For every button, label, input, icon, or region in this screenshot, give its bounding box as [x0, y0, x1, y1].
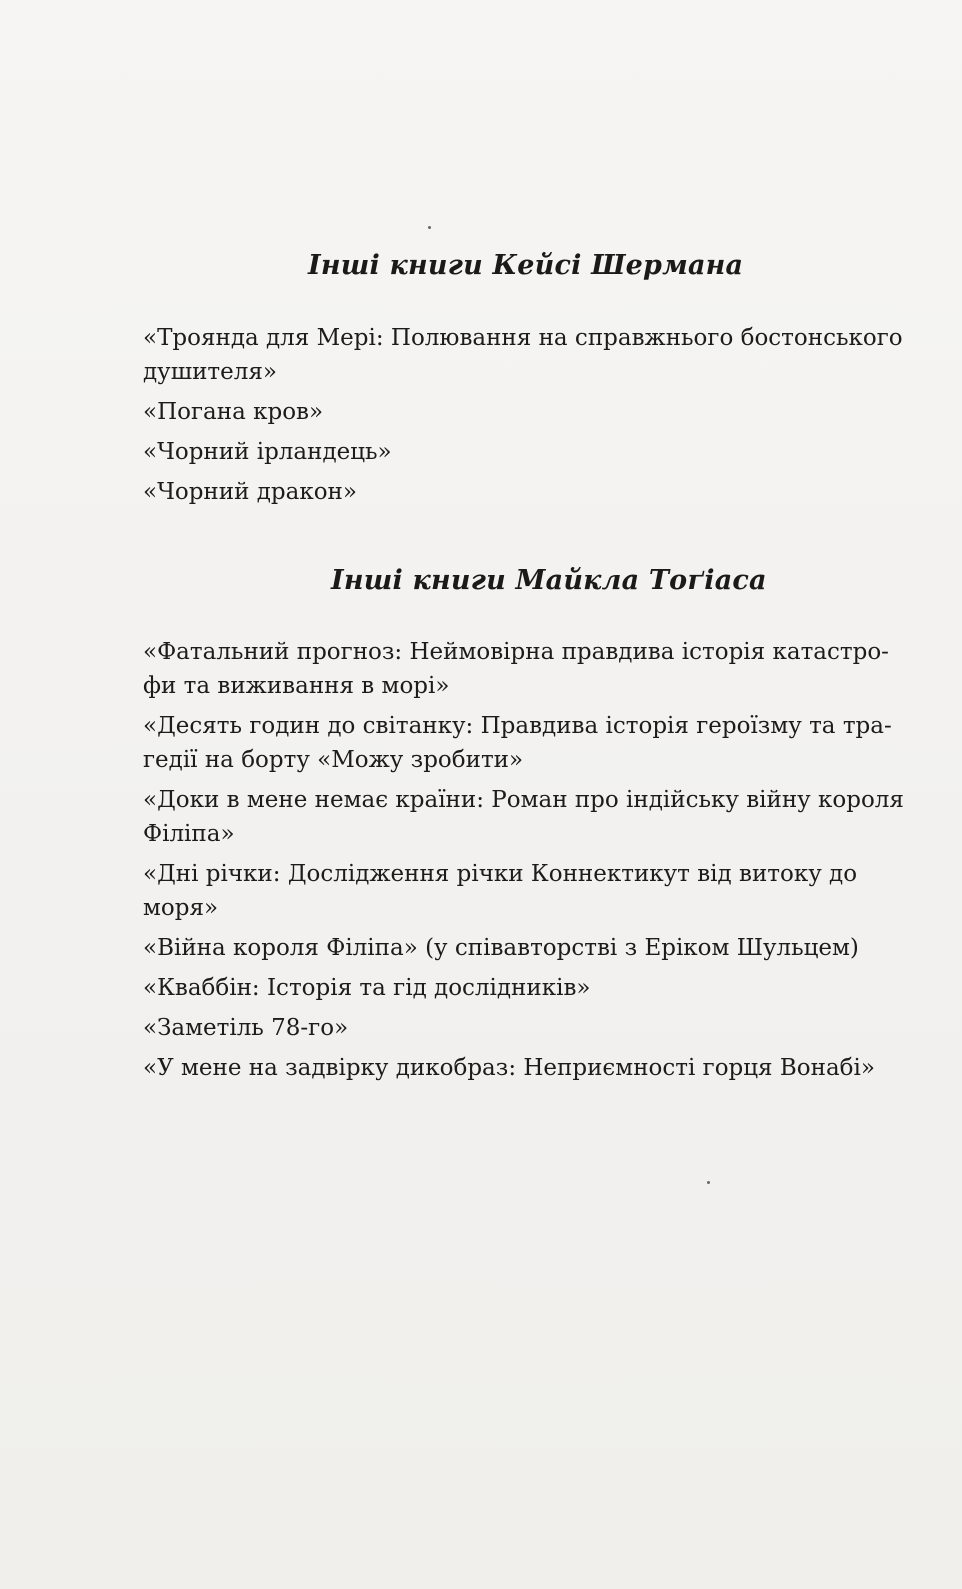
book-title-line: гедії на борту «Можу зробити»	[143, 747, 524, 773]
book-entry	[143, 395, 933, 429]
book-entry	[143, 475, 933, 509]
book-title-line: «Кваббін: Історія та гід дослідників»	[143, 975, 591, 1001]
book-title-line: фи та виживання в морі»	[143, 673, 450, 699]
book-title-line: моря»	[143, 895, 219, 921]
book-title-line: «Заметіль 78-го»	[143, 1015, 349, 1041]
book-entry	[143, 1051, 933, 1085]
book-title-line: «У мене на задвірку дикобраз: Неприємності горця Вонабі»	[143, 1055, 875, 1081]
book-title-line: «Десять годин до світанку: Правдива історія героїзму та тра-	[143, 713, 892, 739]
book-title-line: «Погана кров»	[143, 399, 324, 425]
book-title-line: «Війна короля Філіпа» (у співавторстві з Еріком Шульцем)	[143, 935, 859, 961]
book-title-line: «Фатальний прогноз: Неймовірна правдива історія катастро-	[143, 639, 889, 665]
book-title-line: «Доки в мене немає країни: Роман про індійську війну короля	[143, 787, 904, 813]
paper-speck	[428, 226, 431, 229]
book-entry	[143, 931, 933, 965]
book-entry	[143, 783, 933, 851]
book-title-line: «Троянда для Мері: Полювання на справжнього бостонського	[143, 325, 903, 351]
section-heading-togias: Інші книги Майкла Тоґіаса	[331, 565, 767, 596]
book-list-sherman	[143, 321, 933, 515]
book-title-line: «Чорний дракон»	[143, 479, 357, 505]
paper-speck	[707, 1181, 710, 1184]
book-entry	[143, 1011, 933, 1045]
book-entry	[143, 435, 933, 469]
book-title-line: «Чорний ірландець»	[143, 439, 392, 465]
book-entry	[143, 971, 933, 1005]
section-heading-sherman: Інші книги Кейсі Шермана	[308, 250, 744, 281]
book-entry	[143, 635, 933, 703]
book-title-line: Філіпа»	[143, 821, 235, 847]
book-list-togias	[143, 635, 933, 1091]
book-entry	[143, 709, 933, 777]
book-entry	[143, 857, 933, 925]
book-entry	[143, 321, 933, 389]
book-title-line: «Дні річки: Дослідження річки Коннектикут від витоку до	[143, 861, 858, 887]
book-title-line: душителя»	[143, 359, 277, 385]
